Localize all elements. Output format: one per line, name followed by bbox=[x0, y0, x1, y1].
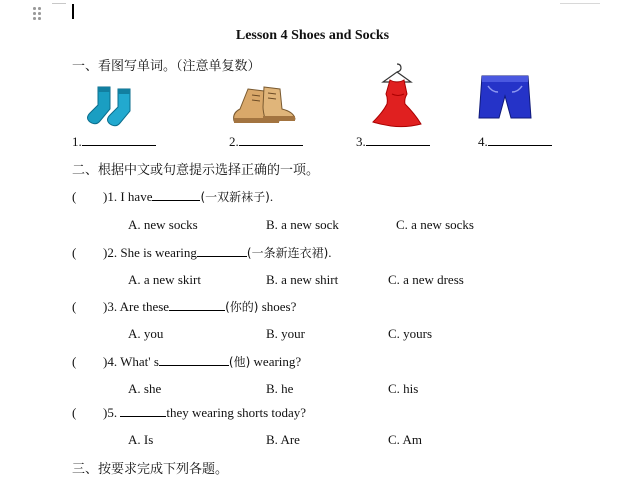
answer-blank[interactable] bbox=[152, 189, 200, 201]
option-a: A. new socks bbox=[128, 217, 198, 232]
option-b: B. a new sock bbox=[266, 217, 339, 232]
option-c: C. a new dress bbox=[388, 272, 464, 287]
option-a: A. she bbox=[128, 381, 162, 396]
socks-icon bbox=[86, 84, 152, 132]
question-4: ( )4. What' s (他) wearing? bbox=[72, 354, 302, 369]
option-b: B. he bbox=[266, 381, 294, 396]
section-2-heading: 二、根据中文或句意提示选择正确的一项。 bbox=[72, 163, 320, 178]
drag-handle-icon[interactable] bbox=[33, 7, 43, 23]
shoes-icon bbox=[230, 85, 298, 127]
option-c: C. yours bbox=[388, 326, 433, 341]
page-corner-mark-right bbox=[560, 3, 600, 4]
text-cursor bbox=[72, 4, 74, 19]
option-c: C. a new socks bbox=[396, 217, 474, 232]
question-3: ( )3. Are these (你的) shoes? bbox=[72, 299, 297, 314]
option-a: A. you bbox=[128, 326, 164, 341]
blank-2[interactable]: 2. bbox=[229, 134, 303, 150]
answer-blank[interactable] bbox=[169, 299, 225, 311]
option-b: B. a new shirt bbox=[266, 272, 339, 287]
blank-1[interactable]: 1. bbox=[72, 134, 156, 150]
option-b: B. your bbox=[266, 326, 305, 341]
option-c: C. his bbox=[388, 381, 419, 396]
option-a: A. Is bbox=[128, 432, 154, 447]
question-2: ( )2. She is wearing (一条新连衣裙). bbox=[72, 245, 332, 260]
red-dress-icon bbox=[368, 62, 426, 128]
answer-blank[interactable] bbox=[159, 354, 229, 366]
blank-3[interactable]: 3. bbox=[356, 134, 430, 150]
question-5: ( )5. they wearing shorts today? bbox=[72, 405, 307, 420]
answer-blank[interactable] bbox=[120, 405, 166, 417]
answer-blank[interactable] bbox=[197, 245, 247, 257]
page-title: Lesson 4 Shoes and Socks bbox=[235, 28, 390, 43]
question-1: ( )1. I have (一双新袜子). bbox=[72, 189, 274, 204]
section-3-heading: 三、按要求完成下列各题。 bbox=[72, 462, 229, 477]
blue-shorts-icon bbox=[478, 74, 532, 122]
option-c: C. Am bbox=[388, 432, 422, 447]
blank-4[interactable]: 4. bbox=[478, 134, 552, 150]
option-a: A. a new skirt bbox=[128, 272, 201, 287]
page-corner-mark bbox=[52, 3, 66, 4]
section-1-heading: 一、看图写单词。（注意单复数） bbox=[72, 59, 261, 74]
option-b: B. Are bbox=[266, 432, 300, 447]
